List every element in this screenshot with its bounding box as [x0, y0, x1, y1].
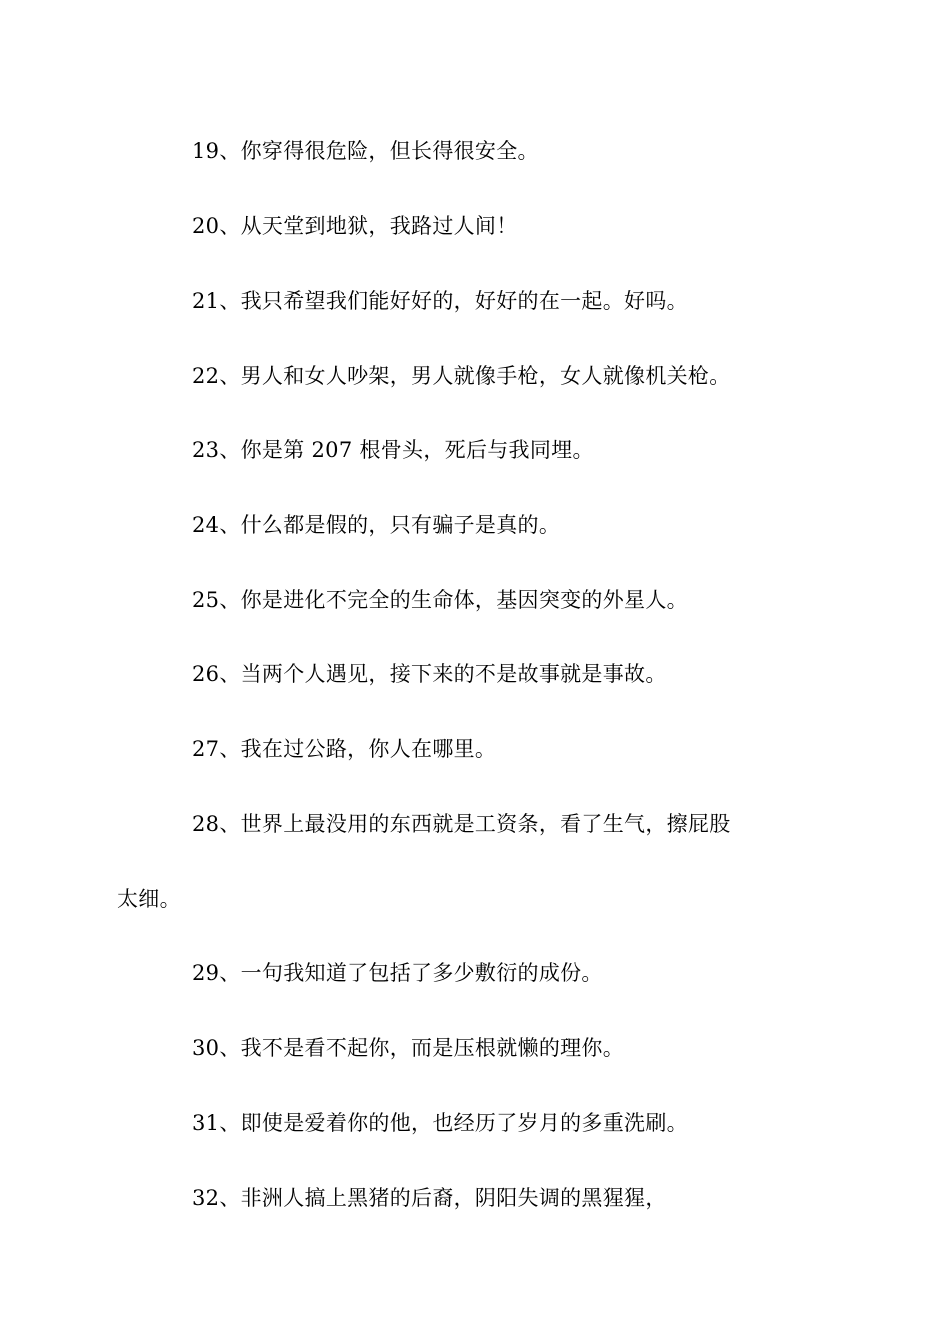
paragraph-line-20: 20、从天堂到地狱，我路过人间！ [192, 214, 518, 238]
paragraph-line-25: 25、你是进化不完全的生命体，基因突变的外星人。 [192, 588, 688, 612]
paragraph-line-28: 28、世界上最没用的东西就是工资条，看了生气，擦屁股 [192, 812, 731, 836]
paragraph-line-31: 31、即使是爱着你的他，也经历了岁月的多重洗刷。 [192, 1111, 688, 1135]
paragraph-line-22: 22、男人和女人吵架，男人就像手枪，女人就像机关枪。 [192, 364, 731, 388]
paragraph-line-32: 32、非洲人搞上黑猪的后裔，阴阳失调的黑猩猩， [192, 1186, 667, 1210]
paragraph-line-28-continued: 太细。 [117, 887, 181, 911]
paragraph-line-21: 21、我只希望我们能好好的，好好的在一起。好吗。 [192, 289, 688, 313]
paragraph-line-27: 27、我在过公路，你人在哪里。 [192, 737, 497, 761]
paragraph-line-30: 30、我不是看不起你，而是压根就懒的理你。 [192, 1036, 625, 1060]
paragraph-line-24: 24、什么都是假的，只有骗子是真的。 [192, 513, 561, 537]
paragraph-line-26: 26、当两个人遇见，接下来的不是故事就是事故。 [192, 662, 667, 686]
paragraph-line-19: 19、你穿得很危险，但长得很安全。 [192, 139, 539, 163]
paragraph-line-23: 23、你是第 207 根骨头，死后与我同埋。 [192, 438, 594, 462]
paragraph-line-29: 29、一句我知道了包括了多少敷衍的成份。 [192, 961, 603, 985]
